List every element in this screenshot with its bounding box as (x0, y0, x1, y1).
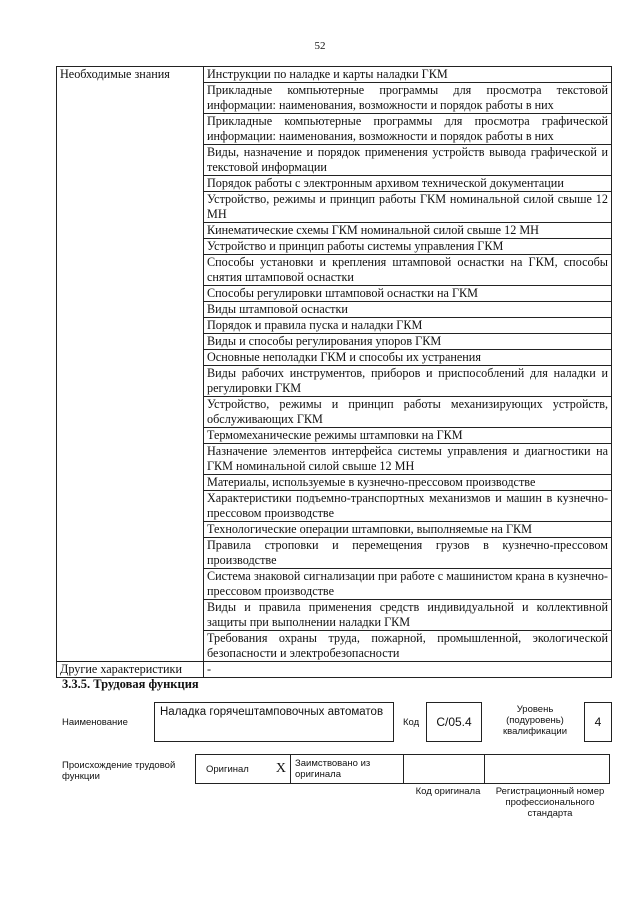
knowledge-item: Порядок работы с электронным архивом технической документации (204, 176, 612, 192)
origin-code-cell (403, 754, 485, 784)
knowledge-item: Порядок и правила пуска и наладки ГКМ (204, 318, 612, 334)
knowledge-item: Устройство и принцип работы системы управления ГКМ (204, 239, 612, 255)
knowledge-item: Способы регулировки штамповой оснастки на ГКМ (204, 286, 612, 302)
function-code-value: C/05.4 (426, 702, 482, 742)
knowledge-item: Способы установки и крепления штамповой оснастки на ГКМ, способы снятия штамповой оснастки (204, 255, 612, 286)
code-label: Код (403, 717, 420, 728)
knowledge-item: Требования охраны труда, пожарной, промышленной, экологической безопасности и электробезопасности (204, 631, 612, 662)
other-characteristics-value: - (204, 662, 612, 678)
level-value: 4 (584, 702, 612, 742)
origin-row (196, 754, 612, 784)
knowledge-item: Виды и способы регулирования упоров ГКМ (204, 334, 612, 350)
original-label: Оригинал (206, 763, 249, 775)
level-label: Уровень (подуровень) квалификации (502, 704, 568, 737)
knowledge-item: Виды штамповой оснастки (204, 302, 612, 318)
knowledge-table (56, 66, 612, 678)
knowledge-item: Виды рабочих инструментов, приборов и приспособлений для наладки и регулировки ГКМ (204, 366, 612, 397)
knowledge-item: Назначение элементов интерфейса системы управления и диагностики на ГКМ номинальной силой свыше 12 МН (204, 444, 612, 475)
origin-original-cell (195, 754, 291, 784)
knowledge-item: Термомеханические режимы штамповки на ГКМ (204, 428, 612, 444)
knowledge-item: Основные неполадки ГКМ и способы их устранения (204, 350, 612, 366)
knowledge-item: Система знаковой сигнализации при работе с машинистом крана в кузнечно-прессовом производстве (204, 569, 612, 600)
original-mark: X (275, 761, 286, 776)
knowledge-item: Устройство, режимы и принцип работы ГКМ номинальной силой свыше 12 МН (204, 192, 612, 223)
knowledge-item: Прикладные компьютерные программы для просмотра графической информации: наименования, возможности и порядок работы в них (204, 114, 612, 145)
origin-label: Происхождение трудовой функции (62, 760, 176, 782)
knowledge-item: Прикладные компьютерные программы для просмотра текстовой информации: наименования, возможности и порядок работы в них (204, 83, 612, 114)
knowledge-label: Необходимые знания (57, 67, 204, 662)
knowledge-row (57, 67, 612, 83)
other-characteristics-label: Другие характеристики (57, 662, 204, 678)
knowledge-item: Правила строповки и перемещения грузов в кузнечно-прессовом производстве (204, 538, 612, 569)
knowledge-item: Виды, назначение и порядок применения устройств вывода графической и текстовой информации (204, 145, 612, 176)
other-characteristics-row (57, 662, 612, 678)
knowledge-item: Устройство, режимы и принцип работы механизирующих устройств, обслуживающих ГКМ (204, 397, 612, 428)
knowledge-item: Кинематические схемы ГКМ номинальной силой свыше 12 МН (204, 223, 612, 239)
knowledge-item: Виды и правила применения средств индивидуальной и коллективной защиты при выполнении наладки ГКМ (204, 600, 612, 631)
knowledge-item: Характеристики подъемно-транспортных механизмов и машин в кузнечно-прессовом производстве (204, 491, 612, 522)
registration-caption: Регистрационный номер профессионального стандарта (495, 786, 605, 819)
function-name-value: Наладка горячештамповочных автоматов (154, 702, 394, 742)
registration-number-cell (484, 754, 610, 784)
knowledge-item: Технологические операции штамповки, выполняемые на ГКМ (204, 522, 612, 538)
code-original-caption: Код оригинала (415, 786, 481, 797)
section-heading: 3.3.5. Трудовая функция (62, 677, 199, 691)
borrowed-label: Заимствовано из оригинала (290, 754, 404, 784)
knowledge-item: Инструкции по наладке и карты наладки ГКМ (204, 67, 612, 83)
knowledge-item: Материалы, используемые в кузнечно-прессовом производстве (204, 475, 612, 491)
name-label: Наименование (62, 717, 128, 728)
page-number: 52 (314, 40, 326, 52)
